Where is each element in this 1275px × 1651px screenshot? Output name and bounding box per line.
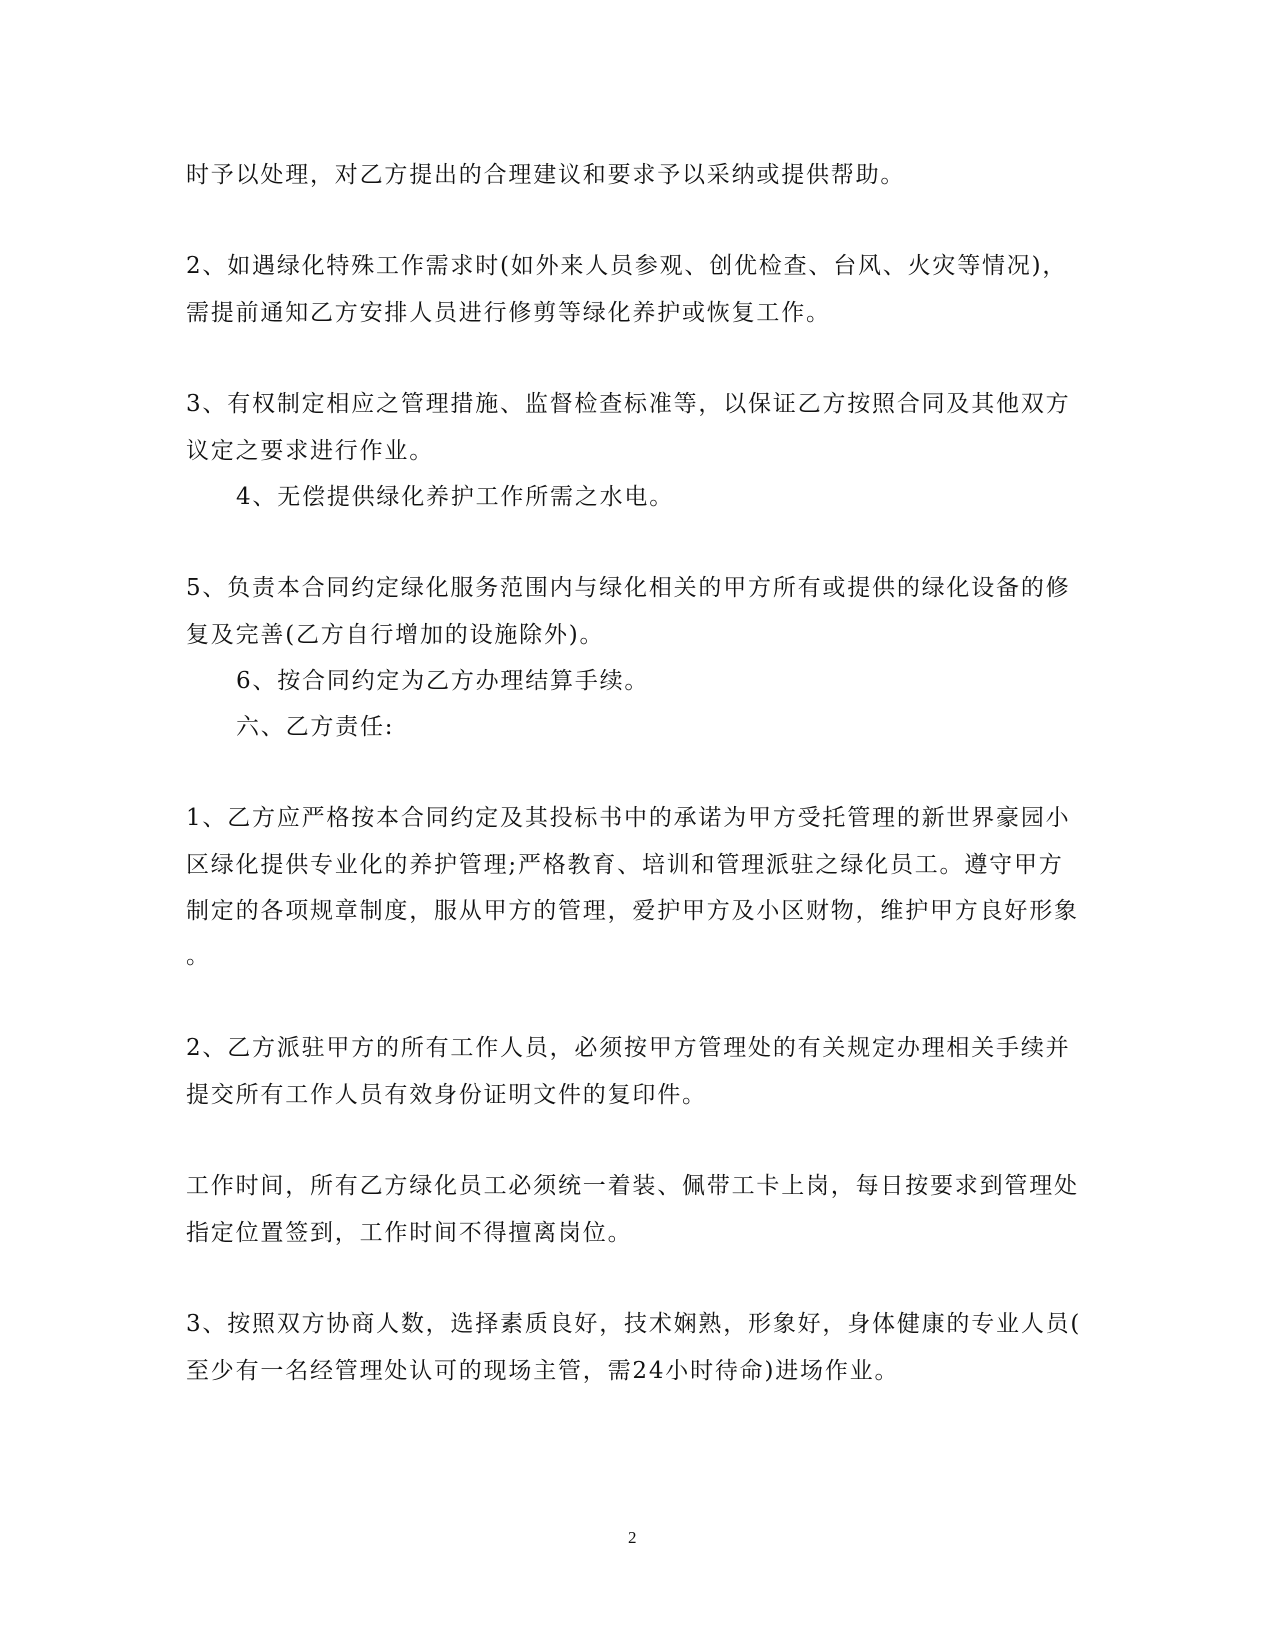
paragraph-line: 制定的各项规章制度，服从甲方的管理，爱护甲方及小区财物，维护甲方良好形象 bbox=[186, 898, 1079, 924]
paragraph-line: 。 bbox=[186, 943, 211, 969]
paragraph-line: 需提前通知乙方安排人员进行修剪等绿化养护或恢复工作。 bbox=[186, 300, 831, 326]
paragraph-line: 2、如遇绿化特殊工作需求时(如外来人员参观、创优检查、台风、火灾等情况)， bbox=[186, 253, 1068, 279]
paragraph-line: 3、按照双方协商人数，选择素质良好，技术娴熟，形象好，身体健康的专业人员( bbox=[186, 1311, 1082, 1337]
paragraph-line: 区绿化提供专业化的养护管理;严格教育、培训和管理派驻之绿化员工。遵守甲方 bbox=[186, 852, 1064, 878]
paragraph-line: 6、按合同约定为乙方办理结算手续。 bbox=[236, 668, 650, 694]
paragraph-line: 复及完善(乙方自行增加的设施除外)。 bbox=[186, 622, 605, 648]
paragraph-line: 工作时间，所有乙方绿化员工必须统一着装、佩带工卡上岗，每日按要求到管理处 bbox=[186, 1173, 1079, 1199]
paragraph-line: 3、有权制定相应之管理措施、监督检查标准等，以保证乙方按照合同及其他双方 bbox=[186, 391, 1071, 417]
paragraph-line: 5、负责本合同约定绿化服务范围内与绿化相关的甲方所有或提供的绿化设备的修 bbox=[186, 575, 1071, 601]
paragraph-line: 至少有一名经管理处认可的现场主管，需24小时待命)进场作业。 bbox=[186, 1358, 900, 1384]
section-heading: 六、乙方责任: bbox=[236, 714, 395, 740]
paragraph-line: 指定位置签到，工作时间不得擅离岗位。 bbox=[186, 1220, 633, 1246]
paragraph-line: 2、乙方派驻甲方的所有工作人员，必须按甲方管理处的有关规定办理相关手续并 bbox=[186, 1035, 1071, 1061]
paragraph-line: 时予以处理，对乙方提出的合理建议和要求予以采纳或提供帮助。 bbox=[186, 162, 906, 188]
paragraph-line: 1、乙方应严格按本合同约定及其投标书中的承诺为甲方受托管理的新世界豪园小 bbox=[186, 805, 1071, 831]
paragraph-line: 议定之要求进行作业。 bbox=[186, 438, 434, 464]
paragraph-line: 提交所有工作人员有效身份证明文件的复印件。 bbox=[186, 1082, 707, 1108]
page-number: 2 bbox=[628, 1528, 637, 1547]
paragraph-line: 4、无偿提供绿化养护工作所需之水电。 bbox=[236, 484, 675, 510]
